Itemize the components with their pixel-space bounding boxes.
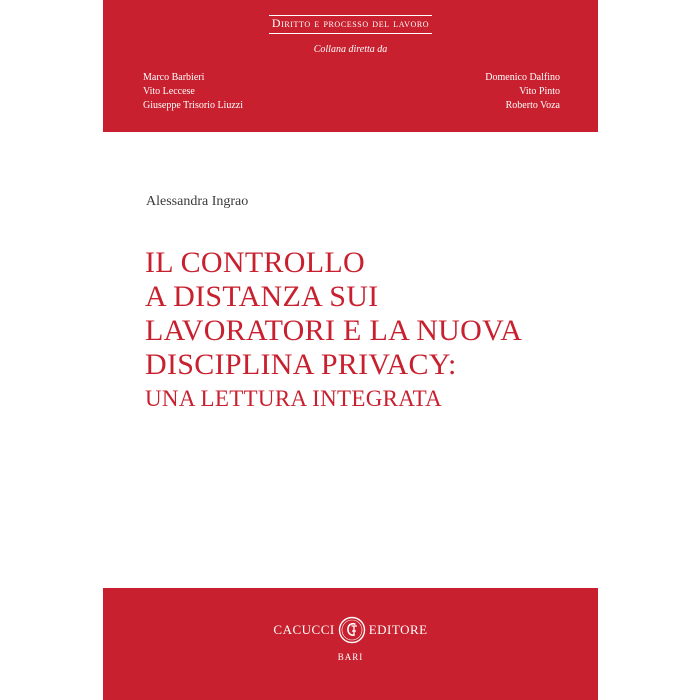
editors-left xyxy=(143,71,243,113)
publisher-band xyxy=(103,588,598,700)
publisher-name-left: CACUCCI xyxy=(273,622,335,637)
publisher-mark xyxy=(103,616,598,644)
title-line: DISCIPLINA PRIVACY: xyxy=(145,348,457,381)
series-band xyxy=(103,0,598,132)
editor-name: Roberto Voza xyxy=(505,100,560,111)
publisher-name-right: EDITORE xyxy=(368,622,428,637)
publisher-seal-icon xyxy=(338,616,366,644)
book-title xyxy=(145,246,585,416)
publisher-city: BARI xyxy=(337,652,364,662)
editor-name: Vito Leccese xyxy=(143,86,195,97)
title-line: A DISTANZA SUI xyxy=(145,280,379,313)
editors-right xyxy=(485,71,560,113)
editor-name: Marco Barbieri xyxy=(143,72,205,83)
editor-name: Giuseppe Trisorio Liuzzi xyxy=(143,100,243,111)
title-line: LAVORATORI E LA NUOVA xyxy=(145,314,523,347)
series-subtitle: Collana diretta da xyxy=(313,44,388,55)
title-line: IL CONTROLLO xyxy=(145,246,365,279)
series-title-text: Diritto e processo del lavoro xyxy=(269,15,432,34)
author-name: Alessandra Ingrao xyxy=(146,194,249,209)
editor-name: Domenico Dalfino xyxy=(485,72,560,83)
editor-name: Vito Pinto xyxy=(519,86,560,97)
book-subtitle: UNA LETTURA INTEGRATA xyxy=(145,386,443,411)
series-title xyxy=(103,15,598,34)
book-cover xyxy=(103,0,598,700)
